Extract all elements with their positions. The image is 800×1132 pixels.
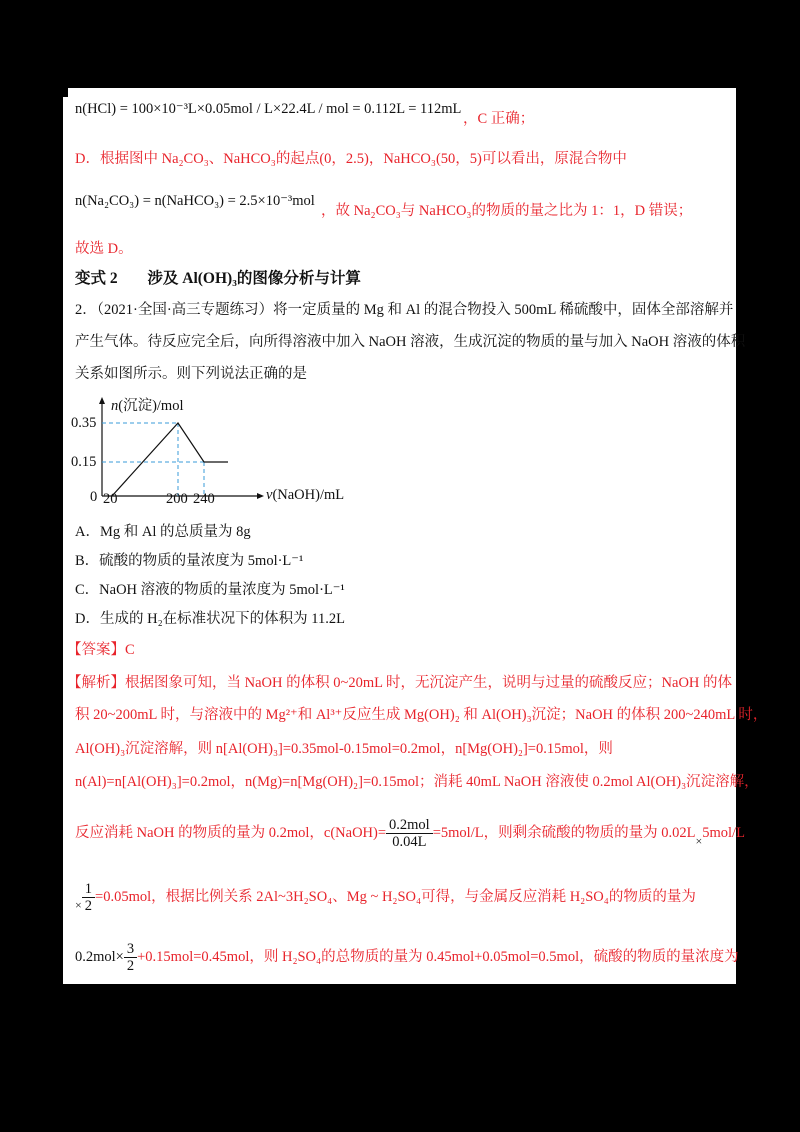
x-axis-arrow-icon (257, 493, 264, 499)
y-axis-label: n(沉淀)/mol (111, 398, 184, 414)
option-d-verdict: ，故 Na₂CO₃与 NaHCO₃的物质的量之比为 1：1，D 错误； (321, 203, 693, 219)
question-line-3: 关系如图所示。则下列说法正确的是 (75, 366, 307, 382)
analysis-line-4: n(Al)=n[Al(OH)₃]=0.2mol，n(Mg)=n[Mg(OH)₂]=0.15mol；消耗 40mL NaOH 溶液使 0.2mol Al(OH)₃沉淀溶解， (75, 774, 759, 790)
carbonate-formula-line (75, 192, 315, 210)
x-tick-20: 20 (103, 491, 118, 507)
y-axis-label-text: (沉淀)/mol (118, 398, 184, 414)
section-label: 变式 2 (75, 270, 118, 287)
option-b: B．硫酸的物质的量浓度为 5mol·L⁻¹ (75, 553, 304, 569)
answer-label: 【答案】 (67, 642, 125, 658)
analysis-line-2: 积 20~200mL 时，与溶液中的 Mg²⁺和 Al³⁺反应生成 Mg(OH)₂ 和 Al(OH)₃沉淀；NaOH 的体积 200~240mL 时， (75, 707, 768, 723)
data-series-line (112, 423, 228, 496)
choice-conclusion: 故选 D。 (75, 241, 133, 257)
x-tick-240: 240 (193, 491, 215, 507)
section-title (75, 270, 361, 288)
hcl-volume-line (75, 100, 461, 118)
option-c: C．NaOH 溶液的物质的量浓度为 5mol·L⁻¹ (75, 582, 345, 598)
answer-line (67, 641, 135, 659)
carbonate-formula: n(Na₂CO₃) = n(NaHCO₃) = 2.5×10⁻³mol (75, 193, 315, 209)
analysis-line-3: Al(OH)₃沉淀溶解，则 n[Al(OH)₃]=0.35mol-0.15mol=0.2mol，n[Mg(OH)₂]=0.15mol，则 (75, 741, 613, 757)
fraction-half: $\frac{1}{2}$ (82, 881, 95, 914)
analysis-label: 【解析】 (67, 675, 125, 691)
question-line-2: 产生气体。待反应完全后，向所得溶液中加入 NaOH 溶液，生成沉淀的物质的量与加入 NaOH 溶液的体积 (75, 334, 746, 350)
analysis-line-1: 【解析】根据图象可知，当 NaOH 的体积 0~20mL 时，无沉淀产生，说明与过量的硫酸反应；NaOH 的体 (67, 675, 733, 691)
option-a: A．Mg 和 Al 的总质量为 8g (75, 524, 251, 540)
analysis-line-5: 反应消耗 NaOH 的物质的量为 0.2mol，c(NaOH)= $\frac{\text{0.2mol}}{0.04L}$ =5mol/L，则剩余硫酸的物质的量为 $0.02L_\times 5mol/L$ (75, 817, 745, 850)
guide-lines (102, 423, 204, 496)
hcl-formula: n(HCl) = 100×10⁻³L×0.05mol / L×22.4L / mol = 0.112L = 112mL (75, 101, 462, 117)
y-tick-015: 0.15 (71, 454, 97, 470)
fraction-three-halves: $\frac{3}{2}$ (124, 941, 137, 974)
origin-label: 0 (90, 489, 98, 505)
option-c-verdict: ，C 正确； (463, 111, 535, 127)
option-d-analysis: D．根据图中 Na₂CO₃、NaHCO₃的起点(0，2.5)，NaHCO₃(50，5)可以看出，原混合物中 (75, 151, 627, 167)
analysis-line-6: $_\times$ $\frac{1}{2}$ =0.05mol，根据比例关系 2Al~3H₂SO₄、Mg ~ H₂SO₄可得，与金属反应消耗 H₂SO₄的物质的量为 (75, 881, 696, 914)
answer-value: C (125, 642, 135, 658)
x-axis-label: v(NaOH)/mL (266, 487, 345, 503)
y-tick-035: 0.35 (71, 415, 97, 431)
document-page (63, 88, 768, 984)
page-corner-notch (63, 88, 68, 97)
x-tick-200: 200 (166, 491, 188, 507)
question-line-1: 2．（2021·全国·高三专题练习）将一定质量的 Mg 和 Al 的混合物投入 500mL 稀硫酸中，固体全部溶解并 (75, 302, 734, 318)
y-axis-arrow-icon (99, 397, 105, 404)
option-d: D．生成的 H₂在标准状况下的体积为 11.2L (75, 611, 345, 627)
fraction-naoh: $\frac{\text{0.2mol}}{0.04L}$ (386, 817, 433, 850)
section-text: 涉及 Al(OH)₃的图像分析与计算 (147, 270, 361, 287)
analysis-line-7: 0.2mol× $\frac{3}{2}$ +0.15mol=0.45mol，则 H₂SO₄的总物质的量为 0.45mol+0.05mol=0.5mol，硫酸的物质的量浓度为 (75, 941, 739, 974)
